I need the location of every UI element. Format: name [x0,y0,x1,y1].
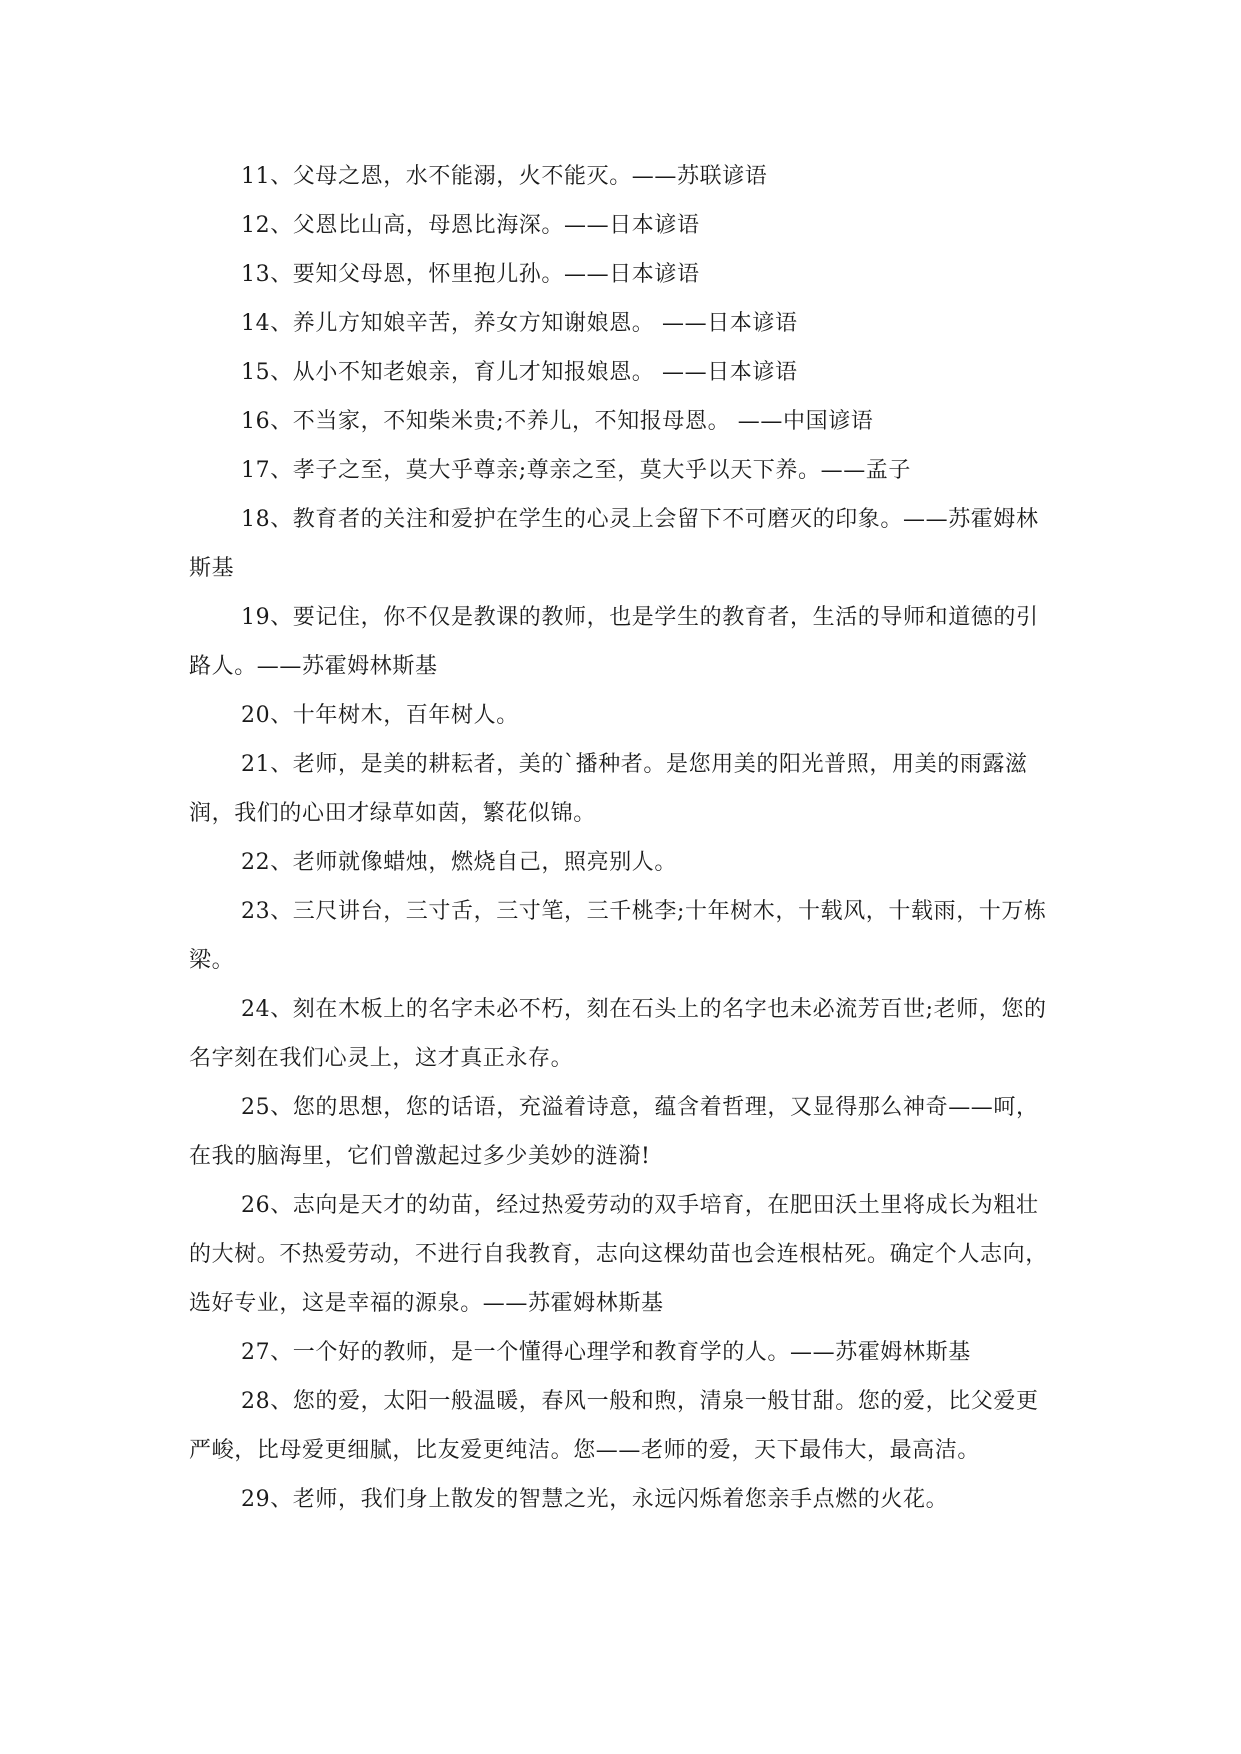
quote-paragraph-14: 14、养儿方知娘辛苦，养女方知谢娘恩。 ——日本谚语 [241,311,798,336]
quote-paragraph-20: 20、十年树木，百年树人。 [241,703,519,728]
quote-paragraph-25: 25、您的思想，您的话语，充溢着诗意，蕴含着哲理，又显得那么神奇——呵，在我的脑海里，它们曾激起过多少美妙的涟漪! [189,1095,1039,1169]
document-body [189,152,1053,1524]
quote-paragraph-19: 19、要记住，你不仅是教课的教师，也是学生的教育者，生活的导师和道德的引路人。——苏霍姆林斯基 [189,605,1039,679]
quote-paragraph-28: 28、您的爱，太阳一般温暖，春风一般和煦，清泉一般甘甜。您的爱，比父爱更严峻，比母爱更细腻，比友爱更纯洁。您——老师的爱，天下最伟大，最高洁。 [189,1389,1039,1463]
quote-paragraph-12: 12、父恩比山高，母恩比海深。——日本谚语 [241,213,700,238]
quote-paragraph-17: 17、孝子之至，莫大乎尊亲;尊亲之至，莫大乎以天下养。——孟子 [241,458,912,483]
quote-paragraph-24: 24、刻在木板上的名字未必不朽，刻在石头上的名字也未必流芳百世;老师，您的名字刻在我们心灵上，这才真正永存。 [189,997,1047,1071]
quote-paragraph-18: 18、教育者的关注和爱护在学生的心灵上会留下不可磨灭的印象。——苏霍姆林斯基 [189,507,1039,581]
quote-paragraph-13: 13、要知父母恩，怀里抱儿孙。——日本谚语 [241,262,700,287]
quote-paragraph-23: 23、三尺讲台，三寸舌，三寸笔，三千桃李;十年树木，十载风，十载雨，十万栋梁。 [189,899,1047,973]
quote-paragraph-27: 27、一个好的教师，是一个懂得心理学和教育学的人。——苏霍姆林斯基 [241,1340,971,1365]
quote-paragraph-11: 11、父母之恩，水不能溺，火不能灭。——苏联谚语 [241,164,768,189]
quote-paragraph-21: 21、老师，是美的耕耘者，美的`播种者。是您用美的阳光普照，用美的雨露滋润，我们的心田才绿草如茵，繁花似锦。 [189,752,1028,826]
quote-paragraph-16: 16、不当家，不知柴米贵;不养儿，不知报母恩。 ——中国谚语 [241,409,874,434]
quote-paragraph-22: 22、老师就像蜡烛，燃烧自己，照亮别人。 [241,850,677,875]
quote-paragraph-29: 29、老师，我们身上散发的智慧之光，永远闪烁着您亲手点燃的火花。 [241,1487,949,1512]
quote-paragraph-26: 26、志向是天才的幼苗，经过热爱劳动的双手培育，在肥田沃土里将成长为粗壮的大树。不热爱劳动，不进行自我教育，志向这棵幼苗也会连根枯死。确定个人志向，选好专业，这是幸福的源泉。——苏霍姆林斯基 [189,1193,1048,1316]
quote-paragraph-15: 15、从小不知老娘亲，育儿才知报娘恩。 ——日本谚语 [241,360,798,385]
